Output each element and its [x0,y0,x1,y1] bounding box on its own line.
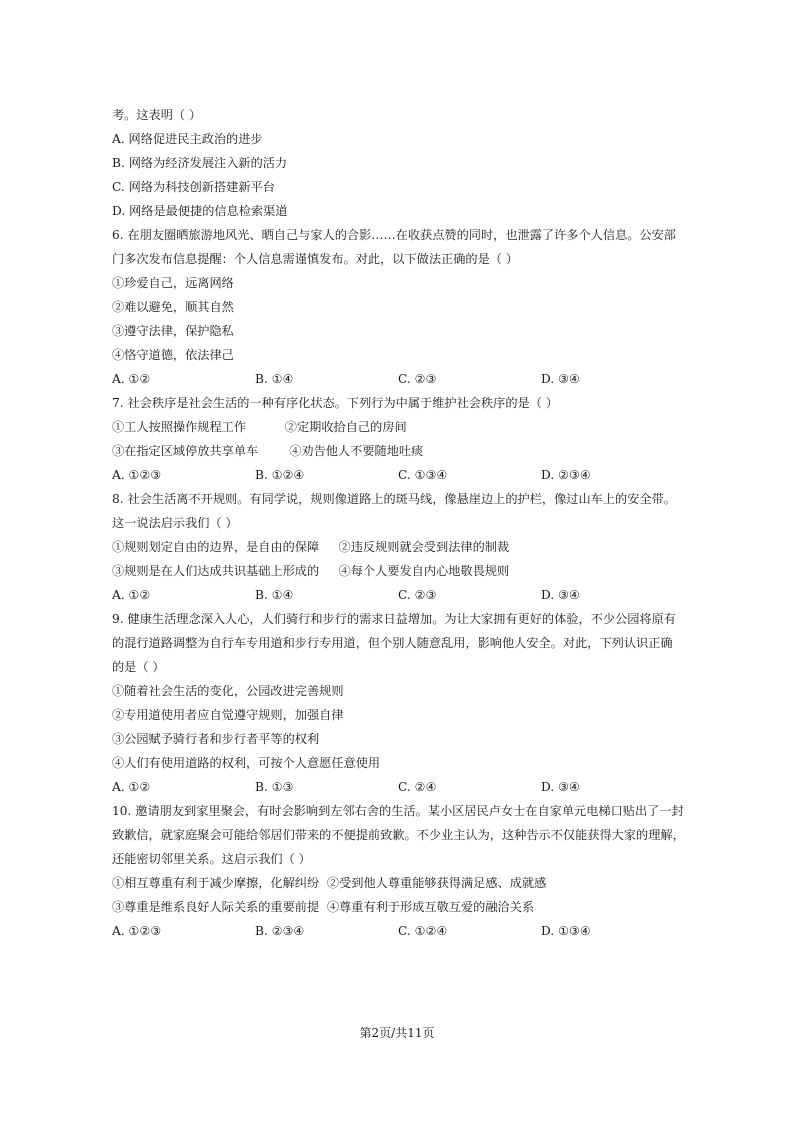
question-stem: 9. 健康生活理念深入人心，人们骑行和步行的需求日益增加。为让大家拥有更好的体验，不少公园将原有 [112,612,676,626]
statement-item: ①工人按照操作规程工作 ②定期收拾自己的房间 [112,420,407,434]
question-stem: 6. 在朋友圈晒旅游地风光、晒自己与家人的合影……在收获点赞的同时，也泄露了许多个人信息。公安部 [112,228,676,242]
option-line: C. 网络为科技创新搭建新平台 [112,180,275,194]
option-a: A. ①② [112,780,151,794]
option-c: C. ①③④ [398,468,448,482]
option-b: B. ①②④ [255,468,305,482]
option-a: A. ①②③ [112,468,162,482]
option-d: D. ①③④ [541,924,591,938]
text-line: 考。这表明（ ） [112,108,202,122]
question-6 [112,223,692,391]
option-a: A. ①②③ [112,924,162,938]
statement-item: ③在指定区域停放共享单车 ④劝告他人不要随地吐痰 [112,444,424,458]
option-line: D. 网络是最便捷的信息检索渠道 [112,204,288,218]
option-line: B. 网络为经济发展注入新的活力 [112,156,288,170]
option-a: A. ①② [112,372,151,386]
option-b: B. ②③④ [255,924,305,938]
answer-options [112,367,692,391]
option-b: B. ①④ [255,588,294,602]
question-stem: 这一说法启示我们（ ） [112,516,238,530]
question-stem: 的是（ ） [112,660,165,674]
statement-item: ④人们有使用道路的权利，可按个人意愿任意使用 [112,756,381,770]
statement-item: ③规则是在人们达成共识基础上形成的 ④每个人要发自内心地敬畏规则 [112,564,510,578]
option-c: C. ①②④ [398,924,448,938]
question-stem: 8. 社会生活离不开规则。有同学说，规则像道路上的斑马线，像悬崖边上的护栏，像过山车上的安全带。 [112,492,676,506]
answer-options [112,775,692,799]
option-d: D. ③④ [541,780,580,794]
page-number: 第2页/共11页 [359,1026,435,1040]
statement-item: ④恪守道德，依法律己 [112,348,234,362]
question-stem: 还能密切邻里关系。这启示我们（ ） [112,852,311,866]
statement-item: ②专用道使用者应自觉遵守规则，加强自律 [112,708,344,722]
page-content [112,103,692,943]
answer-options [112,583,692,607]
question-stem: 7. 社会秩序是社会生活的一种有序化状态。下列行为中属于维护社会秩序的是（ ） [112,396,558,410]
answer-options [112,463,692,487]
question-stem: 的混行道路调整为自行车专用道和步行专用道，但个别人随意乱用，影响他人安全。对此，下列认识正确 [112,636,673,650]
option-d: D. ③④ [541,588,580,602]
option-c: C. ②④ [398,780,437,794]
statement-item: ①随着社会生活的变化，公园改进完善规则 [112,684,344,698]
question-10 [112,799,692,943]
option-d: D. ②③④ [541,468,591,482]
question-stem: 门多次发布信息提醒：个人信息需谨慎发布。对此，以下做法正确的是（ ） [112,252,519,266]
option-d: D. ③④ [541,372,580,386]
question-stem: 10. 邀请朋友到家里聚会，有时会影响到左邻右舍的生活。某小区居民卢女士在自家单元电梯口贴出了一封 [112,804,684,818]
question-8 [112,487,692,607]
statement-item: ①规则划定自由的边界，是自由的保障 ②违反规则就会受到法律的制裁 [112,540,510,554]
statement-item: ③遵守法律，保护隐私 [112,324,234,338]
question-9 [112,607,692,799]
option-a: A. ①② [112,588,151,602]
option-c: C. ②③ [398,588,437,602]
option-b: B. ①④ [255,372,294,386]
option-line: A. 网络促进民主政治的进步 [112,132,263,146]
statement-item: ①相互尊重有利于减少摩擦，化解纠纷 ②受到他人尊重能够获得满足感、成就感 [112,876,547,890]
answer-options [112,919,692,943]
option-c: C. ②③ [398,372,437,386]
statement-item: ①珍爱自己，远离网络 [112,276,234,290]
statement-item: ③公园赋予骑行者和步行者平等的权利 [112,732,320,746]
question-stem: 致歉信，就家庭聚会可能给邻居们带来的不便提前致歉。不少业主认为，这种告示不仅能获得大家的理解， [112,828,685,842]
option-b: B. ①③ [255,780,294,794]
statement-item: ③尊重是维系良好人际关系的重要前提 ④尊重有利于形成互敬互爱的融洽关系 [112,900,535,914]
q5-continuation [112,103,692,223]
statement-item: ②难以避免，顺其自然 [112,300,234,314]
question-7 [112,391,692,487]
